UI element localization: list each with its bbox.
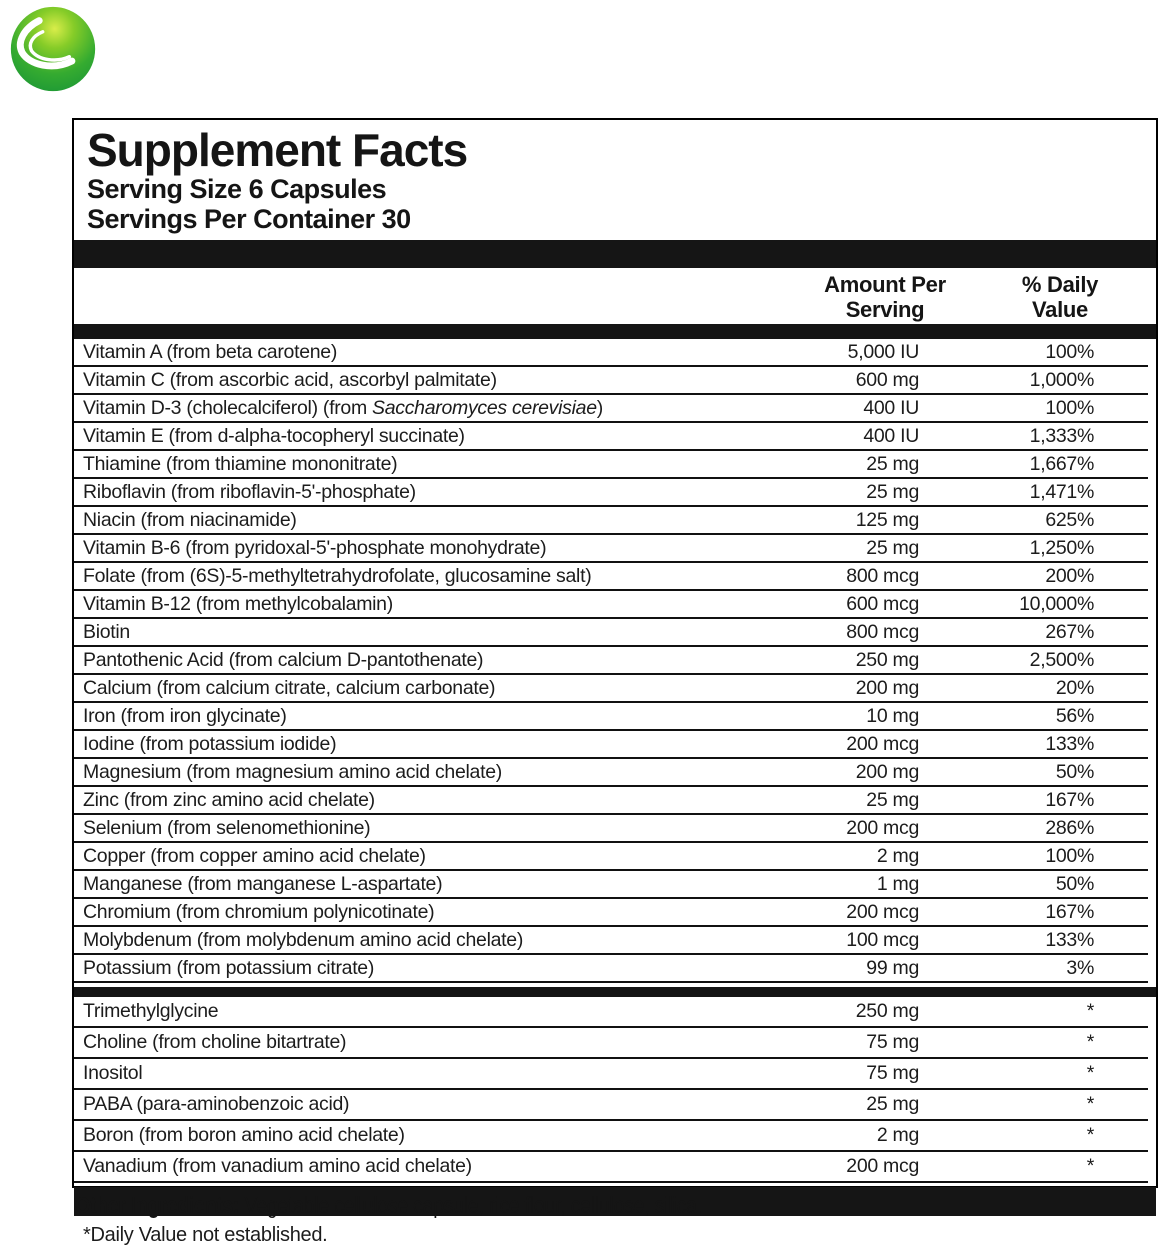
ingredient-amount: 400 IU: [863, 397, 919, 419]
ingredient-daily-value: 625%: [1045, 509, 1094, 531]
ingredient-name: Trimethylglycine: [83, 1000, 219, 1022]
ingredient-amount: 25 mg: [866, 1093, 919, 1115]
ingredient-name: Selenium (from selenomethionine): [83, 817, 371, 839]
daily-value-footnote: *Daily Value not established.: [83, 1224, 328, 1246]
ingredient-amount: 25 mg: [866, 481, 919, 503]
ingredient-daily-value: 1,250%: [1029, 537, 1094, 559]
table-row: [74, 619, 1148, 647]
column-headers: [74, 268, 1156, 324]
ingredient-name: Boron (from boron amino acid chelate): [83, 1124, 405, 1146]
column-header-amount: Amount Per Serving: [824, 272, 946, 322]
table-row: [74, 1152, 1148, 1183]
ingredient-name: Molybdenum (from molybdenum amino acid chelate): [83, 929, 524, 951]
servings-per-container: Servings Per Container 30: [87, 204, 411, 234]
serving-size: Serving Size 6 Capsules: [87, 174, 387, 204]
nutrient-table-no-dv: [74, 997, 1156, 1183]
table-row: [74, 423, 1148, 451]
table-row: [74, 731, 1148, 759]
ingredient-daily-value: 286%: [1045, 817, 1094, 839]
ingredient-amount: 200 mcg: [846, 733, 919, 755]
ingredient-name: Thiamine (from thiamine mononitrate): [83, 453, 398, 475]
ingredient-name: Pantothenic Acid (from calcium D-pantothenate): [83, 649, 484, 671]
ingredient-name: Vitamin A (from beta carotene): [83, 341, 338, 363]
table-row: [74, 955, 1148, 983]
ingredient-amount: 200 mcg: [846, 817, 919, 839]
table-row: [74, 675, 1148, 703]
ingredient-name: Zinc (from zinc amino acid chelate): [83, 789, 375, 811]
ingredient-name: Vitamin D-3 (cholecalciferol) (from Saccharomyces cerevisiae): [83, 397, 603, 419]
ingredient-daily-value: 133%: [1045, 733, 1094, 755]
ingredient-amount: 250 mg: [855, 649, 919, 671]
ingredient-name: Copper (from copper amino acid chelate): [83, 845, 426, 867]
ingredient-daily-value: 3%: [1066, 957, 1094, 979]
ingredient-amount: 800 mcg: [846, 565, 919, 587]
other-ingredients-label: Other Ingredients:: [75, 1192, 240, 1218]
ingredient-name: Manganese (from manganese L-aspartate): [83, 873, 443, 895]
ingredient-amount: 200 mcg: [846, 901, 919, 923]
ingredient-daily-value: 167%: [1045, 789, 1094, 811]
table-row: [74, 843, 1148, 871]
ingredient-daily-value: 10,000%: [1019, 593, 1094, 615]
ingredient-name: Potassium (from potassium citrate): [83, 957, 375, 979]
ingredient-amount: 100 mcg: [846, 929, 919, 951]
other-ingredients-text: Vegetable cellulose capsule, rice flour, cellulose, silica.: [239, 1192, 702, 1218]
ingredient-amount: 200 mg: [855, 761, 919, 783]
divider-bar-header: [74, 324, 1156, 339]
ingredient-daily-value: 1,667%: [1029, 453, 1094, 475]
table-row: [74, 451, 1148, 479]
ingredient-amount: 200 mcg: [846, 1155, 919, 1177]
ingredient-amount: 5,000 IU: [847, 341, 919, 363]
ingredient-amount: 25 mg: [866, 453, 919, 475]
ingredient-daily-value: 167%: [1045, 901, 1094, 923]
ingredient-name: Biotin: [83, 621, 130, 643]
ingredient-daily-value: *: [1086, 1031, 1094, 1053]
ingredient-name: Vitamin C (from ascorbic acid, ascorbyl palmitate): [83, 369, 497, 391]
ingredient-daily-value: *: [1086, 1155, 1094, 1177]
ingredient-amount: 600 mcg: [846, 593, 919, 615]
ingredient-name: Inositol: [83, 1062, 143, 1084]
divider-bar-top: [74, 240, 1156, 268]
ingredient-daily-value: 133%: [1045, 929, 1094, 951]
globe-swoosh-icon: [10, 6, 96, 92]
ingredient-amount: 2 mg: [876, 1124, 919, 1146]
ingredient-daily-value: *: [1086, 1093, 1094, 1115]
brand-globe-logo: [10, 6, 96, 92]
ingredient-amount: 1 mg: [876, 873, 919, 895]
ingredient-daily-value: 100%: [1045, 397, 1094, 419]
ingredient-name: Vitamin E (from d-alpha-tocopheryl succinate): [83, 425, 465, 447]
table-row: [74, 927, 1148, 955]
ingredient-daily-value: 20%: [1055, 677, 1094, 699]
ingredient-daily-value: 100%: [1045, 341, 1094, 363]
other-ingredients-line: [75, 1192, 702, 1219]
ingredient-name: Vitamin B-12 (from methylcobalamin): [83, 593, 393, 615]
ingredient-amount: 25 mg: [866, 789, 919, 811]
ingredient-name: Vanadium (from vanadium amino acid chelate): [83, 1155, 472, 1177]
ingredient-amount: 75 mg: [866, 1062, 919, 1084]
ingredient-name: Choline (from choline bitartrate): [83, 1031, 347, 1053]
ingredient-daily-value: 1,333%: [1029, 425, 1094, 447]
table-row: [74, 479, 1148, 507]
ingredient-daily-value: *: [1086, 1000, 1094, 1022]
ingredient-daily-value: 50%: [1055, 761, 1094, 783]
table-row: [74, 647, 1148, 675]
ingredient-amount: 125 mg: [855, 509, 919, 531]
table-row: [74, 703, 1148, 731]
ingredient-daily-value: *: [1086, 1062, 1094, 1084]
table-row: [74, 787, 1148, 815]
ingredient-daily-value: 50%: [1055, 873, 1094, 895]
ingredient-amount: 400 IU: [863, 425, 919, 447]
table-row: [74, 535, 1148, 563]
table-row: [74, 759, 1148, 787]
ingredient-name: Folate (from (6S)-5-methyltetrahydrofolate, glucosamine salt): [83, 565, 592, 587]
table-row: [74, 1090, 1148, 1121]
ingredient-name: Iodine (from potassium iodide): [83, 733, 337, 755]
ingredient-daily-value: 56%: [1055, 705, 1094, 727]
ingredient-amount: 600 mg: [855, 369, 919, 391]
ingredient-amount: 75 mg: [866, 1031, 919, 1053]
table-row: [74, 1028, 1148, 1059]
table-row: [74, 395, 1148, 423]
table-row: [74, 1121, 1148, 1152]
table-row: [74, 815, 1148, 843]
ingredient-daily-value: 1,000%: [1029, 369, 1094, 391]
ingredient-amount: 2 mg: [876, 845, 919, 867]
ingredient-amount: 250 mg: [855, 1000, 919, 1022]
ingredient-name: Iron (from iron glycinate): [83, 705, 287, 727]
ingredient-amount: 200 mg: [855, 677, 919, 699]
table-row: [74, 871, 1148, 899]
table-row: [74, 997, 1148, 1028]
panel-title: Supplement Facts: [87, 124, 468, 176]
table-row: [74, 563, 1148, 591]
ingredient-name: PABA (para-aminobenzoic acid): [83, 1093, 350, 1115]
ingredient-daily-value: 200%: [1045, 565, 1094, 587]
table-row: [74, 899, 1148, 927]
ingredient-name: Niacin (from niacinamide): [83, 509, 297, 531]
table-row: [74, 507, 1148, 535]
ingredient-amount: 10 mg: [866, 705, 919, 727]
table-row: [74, 591, 1148, 619]
ingredient-amount: 25 mg: [866, 537, 919, 559]
divider-bar-section: [74, 987, 1156, 997]
ingredient-daily-value: *: [1086, 1124, 1094, 1146]
column-header-daily-value: % Daily Value: [1021, 272, 1099, 322]
table-row: [74, 339, 1148, 367]
ingredient-name: Magnesium (from magnesium amino acid chelate): [83, 761, 502, 783]
ingredient-daily-value: 2,500%: [1029, 649, 1094, 671]
nutrient-table-main: [74, 339, 1156, 983]
ingredient-name: Vitamin B-6 (from pyridoxal-5'-phosphate monohydrate): [83, 537, 547, 559]
ingredient-daily-value: 1,471%: [1029, 481, 1094, 503]
ingredient-amount: 800 mcg: [846, 621, 919, 643]
table-row: [74, 1059, 1148, 1090]
ingredient-name: Chromium (from chromium polynicotinate): [83, 901, 435, 923]
table-row: [74, 367, 1148, 395]
ingredient-daily-value: 267%: [1045, 621, 1094, 643]
ingredient-name: Riboflavin (from riboflavin-5'-phosphate): [83, 481, 416, 503]
ingredient-name: Calcium (from calcium citrate, calcium carbonate): [83, 677, 496, 699]
ingredient-amount: 99 mg: [866, 957, 919, 979]
ingredient-daily-value: 100%: [1045, 845, 1094, 867]
